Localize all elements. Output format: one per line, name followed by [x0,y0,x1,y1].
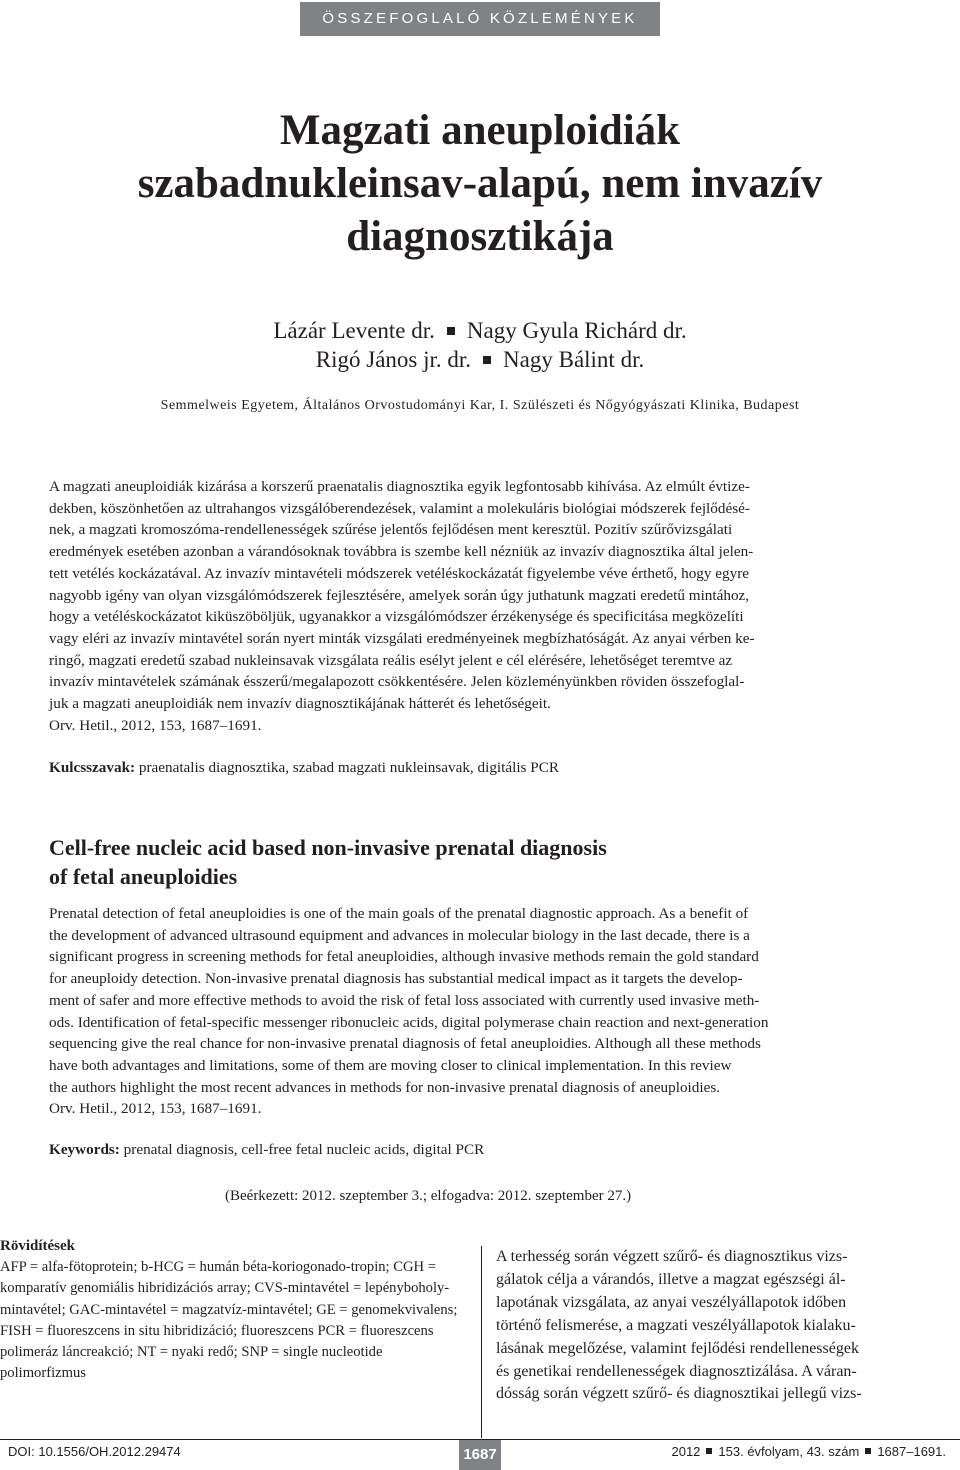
abbreviations-heading: Rövidítések [0,1238,75,1254]
abstract-line: tett vetélés kockázatával. Az invazív mintavételi módszerek vetéléskockázatát figyelembe véve érthető, hogy egyre [49,564,750,582]
title-line: Magzati aneuploidiák [279,107,681,154]
body-line: történő felismerése, a magzati veszélyállapotok kialaku- [496,1316,856,1334]
keywords-text: prenatal diagnosis, cell-free fetal nucleic acids, digital PCR [123,1141,485,1158]
abstract-line: juk a magzati aneuploidiák nem invazív diagnosztikájának hátterét és lehetőségeit. [49,695,551,713]
abstract-line: for aneuploidy detection. Non-invasive prenatal diagnosis has substantial medical impact as it targets the develop- [49,970,743,988]
keywords-english [49,1140,913,1160]
english-title-line: of fetal aneuploidies [49,864,238,889]
author-name: Rigó János jr. dr. [315,347,472,372]
keywords-hungarian [49,758,913,778]
separator-square-icon [447,327,455,335]
abstract-citation: Orv. Hetil., 2012, 153, 1687–1691. [49,716,262,734]
abstract-line: Prenatal detection of fetal aneuploidies is one of the main goals of the prenatal diagnostic approach. As a benefit of [49,905,749,922]
english-title [49,833,913,891]
abstract-line: vagy eléri az invazív mintavétel során nyert minták vizsgálati eredményeinek megbízhatóságát. Az anyai vérben ke- [49,629,755,647]
abstract-hungarian [49,476,913,736]
keywords-text: praenatalis diagnosztika, szabad magzati nukleinsavak, digitális PCR [138,759,559,776]
title-line: diagnosztikája [346,213,614,260]
footer-issue [671,1444,946,1459]
author-name: Lázár Levente dr. [273,318,435,343]
body-line: lapotának vizsgálata, az anyai veszélyállapotok időben [496,1293,847,1311]
english-title-line: Cell-free nucleic acid based non-invasive prenatal diagnosis [49,835,607,860]
body-line: dósság során végzett szűrő- és diagnosztikai jellegű vizs- [496,1385,862,1403]
section-label: ÖSSZEFOGLALÓ KÖZLEMÉNYEK [300,2,660,36]
separator-square-icon [483,356,491,364]
abstract-line: significant progress in screening methods for fetal aneuploidies, although invasive methods remain the gold standard [49,948,759,966]
abstract-citation: Orv. Hetil., 2012, 153, 1687–1691. [49,1100,262,1118]
abstract-line: nek, a magzati kromoszóma-rendellenességek szűrése jelentős fejlődésen ment keresztül. Pozitív szűrővizsgálati [49,521,733,539]
abstract-line: ringő, magzati eredetű szabad nukleinsavak vizsgálata reális esélyt jelent e cél elérésére, lehetőséget teremtve az [49,651,733,669]
abstract-line: eredmények esetében azonban a várandósoknak továbbra is szembe kell nézniük az invazív diagnosztika által jelen- [49,543,754,561]
separator-square-icon [865,1448,871,1454]
keywords-label: Kulcsszavak: [49,759,136,776]
body-text [496,1246,958,1406]
abstract-line: have both advantages and limitations, some of them are moving closer to clinical implementation. In this review [49,1056,732,1074]
column-divider [481,1246,482,1438]
author-name: Nagy Bálint dr. [503,347,645,372]
received-dates: (Beérkezett: 2012. szeptember 3.; elfogadva: 2012. szeptember 27.) [225,1188,632,1204]
abstract-line: the authors highlight the most recent advances in methods for non-invasive prenatal diagnosis of aneuploidies. [49,1078,721,1096]
body-line: lásának megelőzése, valamint fejlődési rendellenességek [496,1339,859,1357]
abstract-english [49,903,913,1120]
page-number: 1687 [459,1440,501,1470]
abstract-line: nagyobb igény van olyan vizsgálómódszerek fejlesztésére, amelyek során úgy juthatunk magzati eredetű mintához, [49,586,750,604]
abstract-line: A magzati aneuploidiák kizárása a korszerű praenatalis diagnosztika egyik legfontosabb kihívása. Az elmúlt évtize- [49,478,750,495]
abstract-line: invazív mintavételek számának ésszerű/megalapozott csökkentésére. Jelen közleményünkben röviden összefoglal- [49,673,745,691]
abstract-line: ods. Identification of fetal-specific messenger ribonucleic acids, digital polymerase chain reaction and next-generation [49,1013,769,1031]
abstract-line: ment of safer and more effective methods to avoid the risk of fetal loss associated with currently used invasive meth- [49,991,760,1009]
abbreviations-box [0,1236,470,1384]
author-name: Nagy Gyula Richárd dr. [466,318,687,343]
footer-pages: 1687–1691. [877,1444,946,1459]
title-line: szabadnukleinsav-alapú, nem invazív [137,160,823,207]
abstract-line: hogy a vetéléskockázatot kiküszöböljük, ugyanakkor a vizsgálómódszer érzékenysége és specificitása megközelíti [49,608,744,626]
affiliation: Semmelweis Egyetem, Általános Orvostudományi Kar, I. Szülészeti és Nőgyógyászati Klinika, Budapest [160,398,800,413]
footer-doi: DOI: 10.1556/OH.2012.29474 [8,1444,181,1459]
abstract-line: sequencing give the real chance for non-invasive prenatal diagnosis of fetal aneuploidies. Although all these methods [49,1035,761,1053]
abstract-line: dekben, köszönhetően az ultrahangos vizsgálóberendezések, valamint a molekuláris biológiai módszerek fejlődésé- [49,499,750,517]
abstract-line: the development of advanced ultrasound equipment and advances in molecular biology in the last decade, there is a [49,926,750,944]
footer-volume: 153. évfolyam, 43. szám [718,1444,860,1459]
body-line: és genetikai rendellenességek diagnosztizálása. A váran- [496,1362,857,1380]
abbreviations-text: AFP = alfa-fötoprotein; b-HCG = humán béta-koriogonado-tropin; CGH = komparatív genomiális hibridizációs array; CVS-mintavétel = lepényboholy-mintavétel; GAC-mintavétel = magzatvíz-mintavétel; GE = genomekvivalens; FISH = fluoreszcens in situ hibridizáció; fluoreszcens PCR = fluoreszcens polimeráz láncreakció; NT = nyaki redő; SNP = single nucleotide polimorfizmus [0,1259,458,1382]
body-line: gálatok célja a várandós, illetve a magzat egészségi ál- [496,1270,846,1288]
keywords-label: Keywords: [49,1141,120,1158]
article-title [40,104,920,263]
author-list [40,316,920,374]
separator-square-icon [706,1448,712,1454]
footer-year: 2012 [671,1444,701,1459]
body-line: A terhesség során végzett szűrő- és diagnosztikus vizs- [496,1248,848,1265]
